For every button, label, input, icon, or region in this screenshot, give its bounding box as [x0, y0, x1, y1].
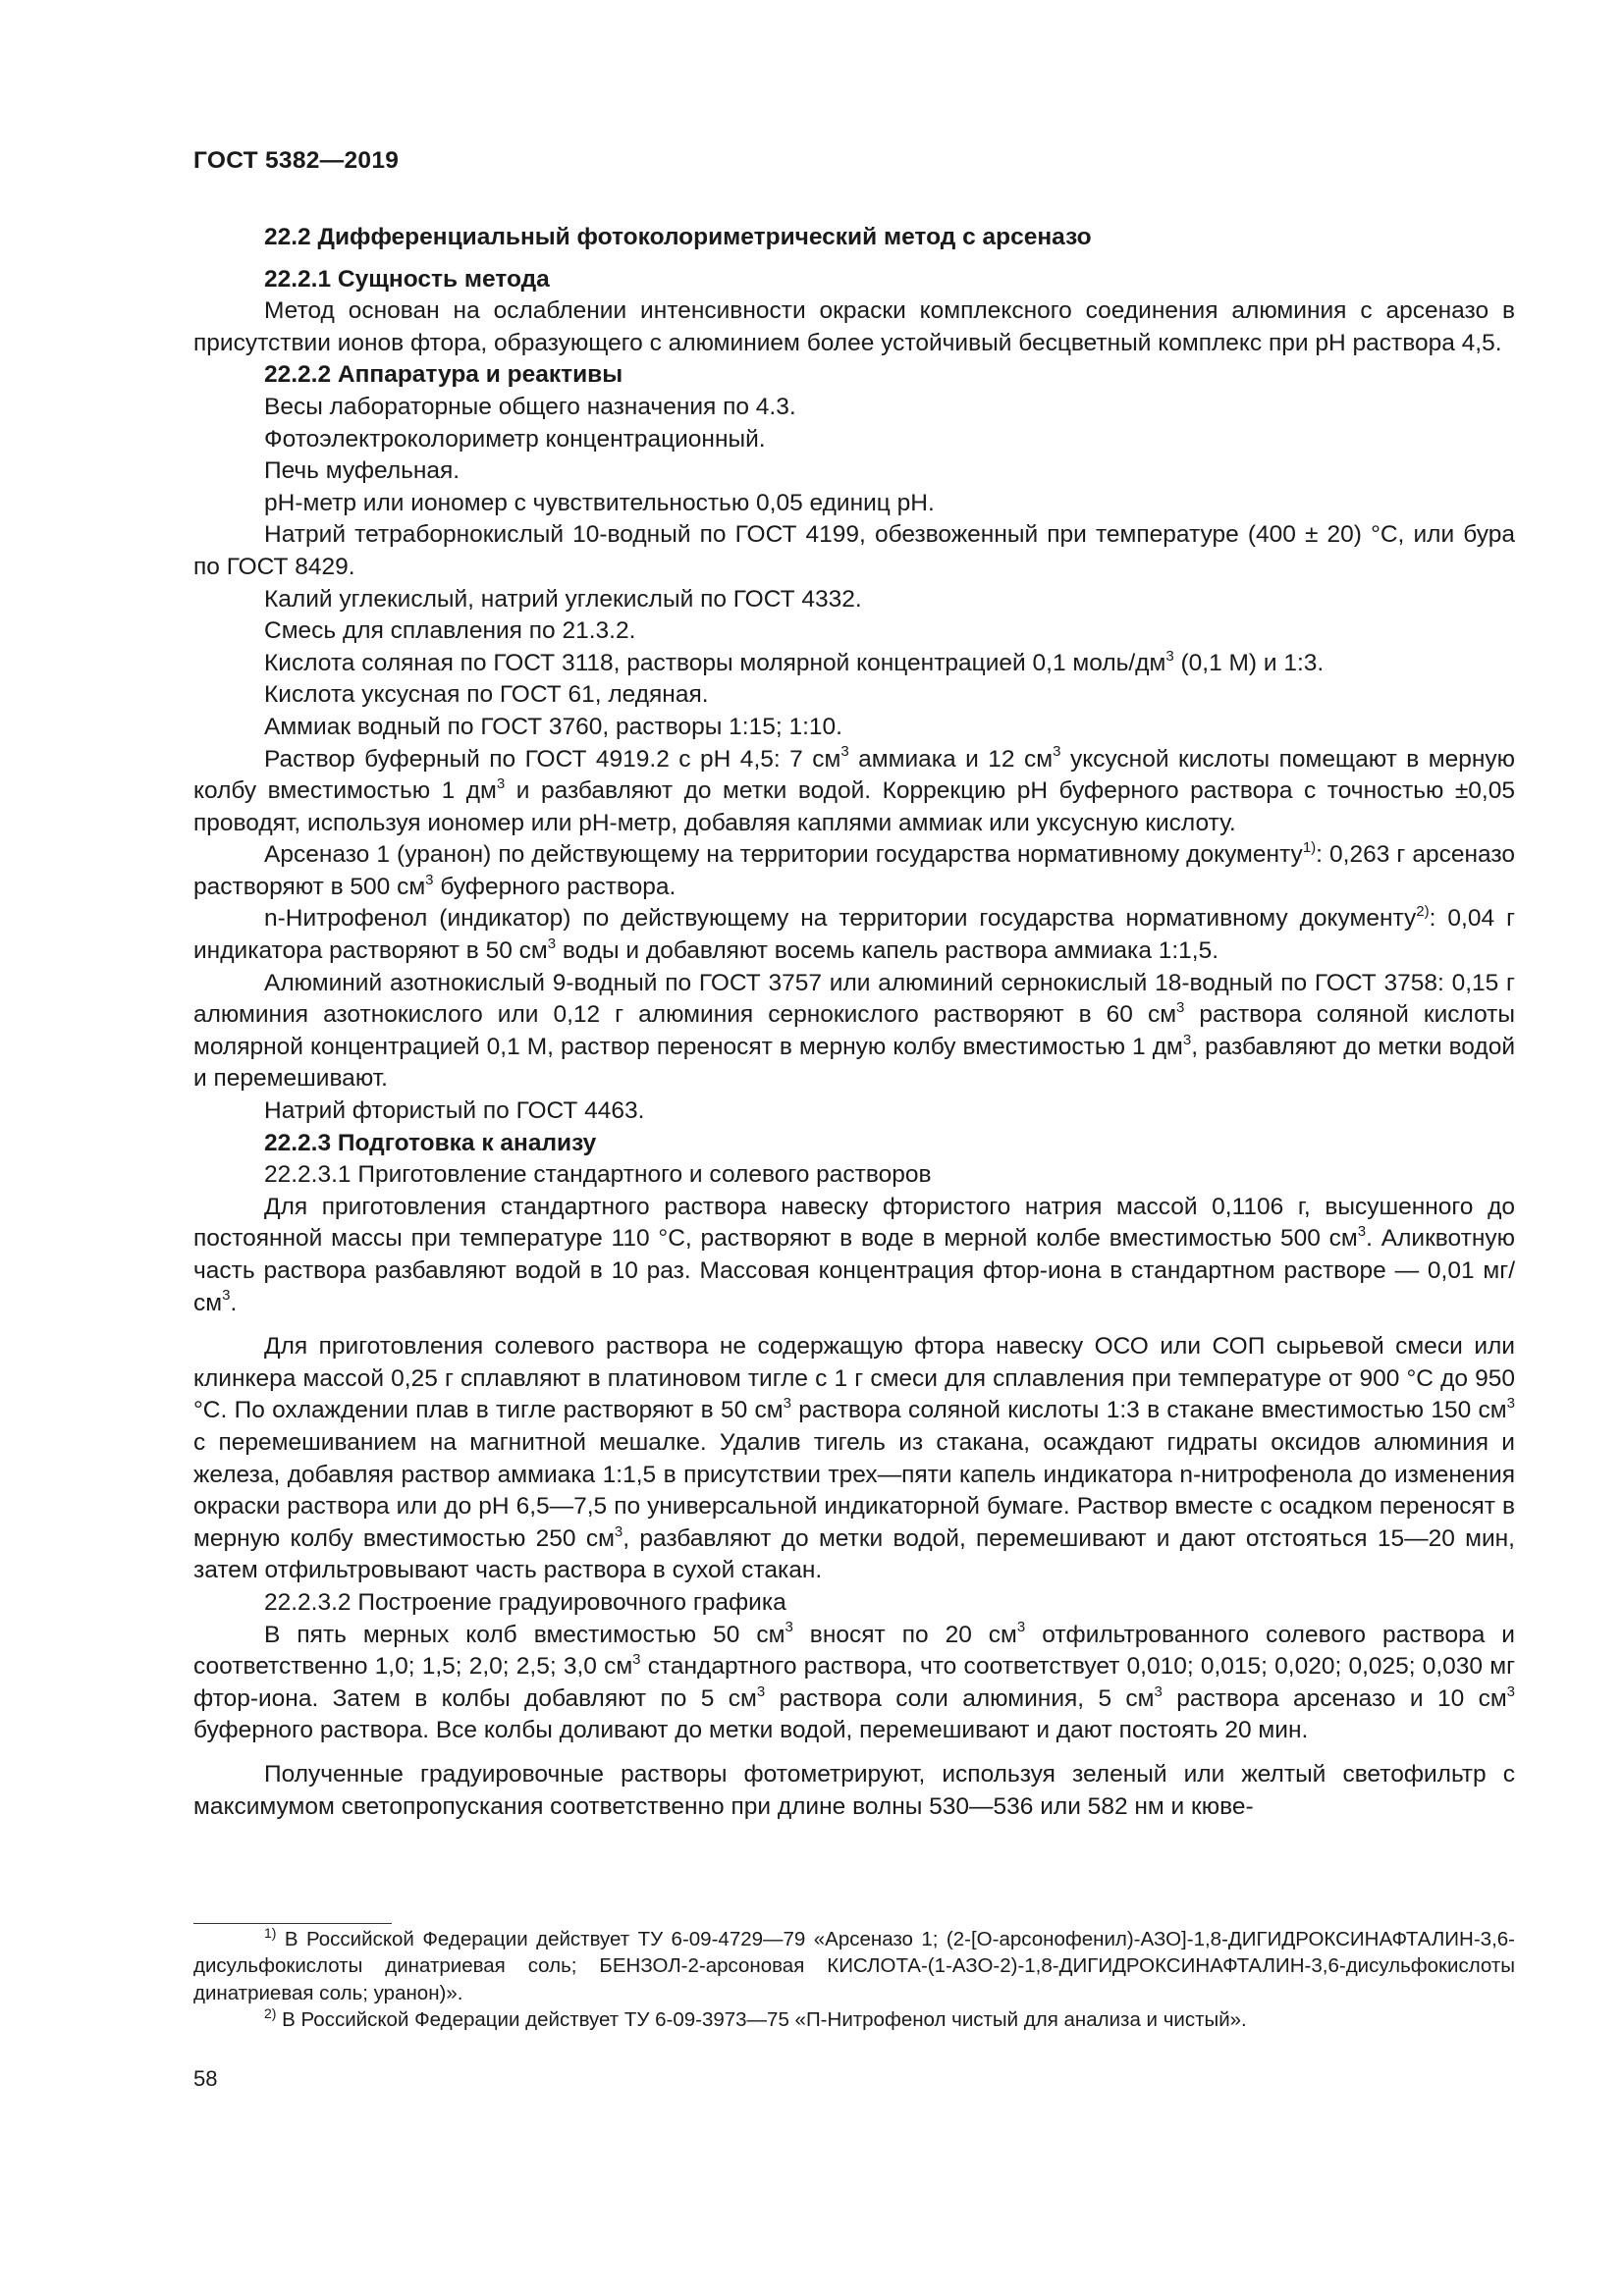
text-span: уксусной кислоты помещают в мерную колбу вместимостью 1 дм — [193, 745, 1516, 805]
text-span: аммиака и 12 см — [848, 745, 1054, 773]
paragraph — [193, 839, 1515, 903]
footnote-mark: 2) — [264, 2005, 277, 2022]
text-span: . Аликвотную часть раствора разбавляют водой в 10 раз. Массовая концентрация фтор-иона в стандартном растворе — 0,01 мг/см — [193, 1225, 1515, 1316]
text-span: раствора соляной кислоты молярной концентрацией 0,1 М, раствор переносят в мерную колбу вместимостью 1 дм — [193, 1001, 1516, 1060]
text-span: раствора соли алюминия, 5 см — [765, 1684, 1155, 1712]
superscript: 3 — [783, 1395, 791, 1413]
text-span: вносят по 20 см — [792, 1621, 1017, 1648]
paragraph — [193, 1331, 1515, 1587]
text-span: стандартного раствора, что соответствует 0,010; 0,015; 0,020; 0,025; 0,030 мг фтор-иона. Затем в колбы добавляют по 5 см — [193, 1653, 1516, 1712]
footnote — [193, 2006, 1515, 2033]
text-span: и разбавляют до метки водой. Коррекцию рН буферного раствора с точностью ±0,05 проводят, используя иономер или рН-метр, добавляя каплями аммиак или уксусную кислоту. — [193, 777, 1515, 836]
text-span: (0,1 М) и 1:3. — [1173, 649, 1325, 676]
superscript: 3 — [1016, 1619, 1026, 1636]
text-span: Кислота соляная по ГОСТ 3118, растворы молярной концентрацией 0,1 моль/дм — [264, 649, 1166, 676]
superscript: 3 — [1182, 1031, 1192, 1048]
text-span: Для приготовления солевого раствора не содержащую фтора навеску ОСО или СОП сырьевой смеси или клинкера массой 0,25 г сплавляют в платиновом тигле с 1 г смеси для сплавления при температуре от 900 °С до 950 °С. По охлаждении плав в тигле растворяют в 50 см — [193, 1333, 1515, 1424]
superscript: 3 — [1165, 647, 1174, 665]
superscript: 3 — [1357, 1223, 1367, 1241]
footnote-ref: 2) — [1416, 903, 1430, 921]
paragraph: Печь муфельная. — [264, 457, 460, 485]
paragraph: Фотоэлектроколориметр концентрационный. — [264, 425, 766, 453]
subsection-title: 22.2.3 Подготовка к анализу — [264, 1129, 597, 1156]
superscript: 3 — [425, 871, 434, 888]
paragraph — [193, 744, 1515, 840]
paragraph — [193, 1192, 1515, 1319]
superscript: 3 — [1176, 999, 1185, 1017]
text-span: : 0,263 г арсеназо растворяют в 500 см — [193, 841, 1515, 900]
paragraph: Весы лабораторные общего назначения по 4.3. — [264, 393, 796, 420]
superscript: 3 — [1506, 1395, 1515, 1413]
text-span: , разбавляют до метки водой и перемешивают. — [193, 1033, 1516, 1093]
superscript: 3 — [785, 1619, 793, 1636]
text-span: . — [230, 1289, 238, 1316]
text-span: буферного раствора. — [433, 873, 677, 900]
footnote-text: В Российской Федерации действует ТУ 6-09-3973—75 «П-Нитрофенол чистый для анализа и чистый». — [276, 2008, 1247, 2032]
subsubsection-title: 22.2.3.2 Построение градуировочного графика — [264, 1588, 786, 1616]
paragraph: Смесь для сплавления по 21.3.2. — [264, 617, 636, 645]
footnote-divider — [193, 1923, 392, 1924]
paragraph — [193, 648, 1515, 680]
superscript: 3 — [1154, 1682, 1163, 1700]
paragraph — [193, 1620, 1515, 1747]
superscript: 3 — [496, 774, 506, 792]
text-span: раствора соляной кислоты 1:3 в стакане вместимостью 150 см — [790, 1397, 1507, 1424]
paragraph: Натрий фтористый по ГОСТ 4463. — [264, 1097, 645, 1125]
subsubsection-title: 22.2.3.1 Приготовление стандартного и солевого растворов — [264, 1161, 932, 1189]
paragraph: Калий углекислый, натрий углекислый по ГОСТ 4332. — [264, 585, 862, 613]
text-span: с перемешиванием на магнитной мешалке. Удалив тигель из стакана, осаждают гидраты оксидов алюминия и железа, добавляя раствор аммиака 1:1,5 в присутствии трех—пяти капель индикатора n-нитрофенола до изменения окраски раствора или до рН 6,5—7,5 по универсальной индикаторной бумаге. Раствор вместе с осадком переносят в мерную колбу вместимостью 250 см — [193, 1428, 1515, 1552]
superscript: 3 — [1053, 743, 1061, 761]
paragraph: Полученные градуировочные растворы фотометрируют, используя зеленый или желтый светофильтр с максимумом светопропускания соответственно при длине волны 530—536 или 582 нм и кюве- — [193, 1760, 1515, 1820]
paragraph: рН-метр или иономер с чувствительностью 0,05 единиц рН. — [264, 489, 935, 516]
paragraph: Натрий тетраборнокислый 10-водный по ГОСТ 4199, обезвоженный при температуре (400 ± 20) °С, или бура по ГОСТ 8429. — [193, 521, 1515, 580]
page-number: 58 — [193, 2066, 218, 2091]
superscript: 3 — [1506, 1682, 1516, 1700]
paragraph: Метод основан на ослаблении интенсивности окраски комплексного соединения алюминия с арсеназо в присутствии ионов фтора, образующего с алюминием более устойчивый бесцветный комплекс при рН раствора 4,5. — [193, 297, 1515, 356]
text-span: Алюминий азотнокислый 9-водный по ГОСТ 3757 или алюминий сернокислый 18-водный по ГОСТ 3758: 0,15 г алюминия азотнокислого или 0,12 г алюминия сернокислого растворяют в 60 см — [193, 969, 1515, 1029]
paragraph: Кислота уксусная по ГОСТ 61, ледяная. — [264, 681, 709, 709]
superscript: 3 — [632, 1650, 641, 1668]
footnote-text: В Российской Федерации действует ТУ 6-09-4729—79 «Арсеназо 1; (2-[О-арсонофенил)-АЗО]-1,8-ДИГИДРОКСИНАФТАЛИН-3,6-дисульфокислоты динатриевая соль; БЕНЗОЛ-2-арсоновая КИСЛОТА-(1-АЗО-2)-1,8-ДИГИДРОКСИНАФТАЛИН-3,6-дисульфокислоты динатриевая соль; уранон)». — [193, 1928, 1515, 2004]
superscript: 3 — [614, 1522, 623, 1540]
text-span: Арсеназо 1 (уранон) по действующему на территории государства нормативному документу — [264, 841, 1303, 869]
subsection-title: 22.2.2 Аппаратура и реактивы — [264, 361, 623, 389]
superscript: 3 — [840, 743, 849, 761]
superscript: 3 — [222, 1287, 231, 1305]
text-span: раствора арсеназо и 10 см — [1162, 1684, 1507, 1712]
text-span: , разбавляют до метки водой, перемешивают и дают отстояться 15—20 мин, затем отфильтровывают часть раствора в сухой стакан. — [193, 1524, 1515, 1584]
paragraph: Аммиак водный по ГОСТ 3760, растворы 1:15; 1:10. — [264, 713, 842, 740]
superscript: 3 — [756, 1682, 766, 1700]
text-span: отфильтрованного солевого раствора и соответственно 1,0; 1,5; 2,0; 2,5; 3,0 см — [193, 1621, 1515, 1681]
text-span: воды и добавляют восемь капель раствора аммиака 1:1,5. — [556, 937, 1219, 965]
section-title: 22.2 Дифференциальный фотоколориметрический метод с арсеназо — [264, 224, 1092, 250]
text-span: n-Нитрофенол (индикатор) по действующему на территории государства нормативному документу — [264, 905, 1417, 933]
footnote-mark: 1) — [264, 1925, 277, 1942]
footnote-ref: 1) — [1302, 839, 1317, 857]
text-span: Для приготовления стандартного раствора навеску фтористого натрия массой 0,1106 г, высушенного до постоянной массы при температуре 110 °С, растворяют в воде в мерной колбе вместимостью 500 см — [193, 1193, 1515, 1253]
paragraph — [193, 903, 1515, 967]
subsection-title: 22.2.1 Сущность метода — [264, 265, 550, 293]
paragraph — [193, 968, 1515, 1095]
text-span: : 0,04 г индикатора растворяют в 50 см — [193, 905, 1516, 965]
document-code-header: ГОСТ 5382—2019 — [193, 147, 400, 174]
text-span: буферного раствора. Все колбы доливают до метки водой, перемешивают и дают постоять 20 мин. — [193, 1717, 1309, 1744]
document-body — [193, 222, 1515, 1823]
text-span: Раствор буферный по ГОСТ 4919.2 с рН 4,5: 7 см — [264, 745, 841, 773]
text-span: В пять мерных колб вместимостью 50 см — [264, 1621, 785, 1648]
footnote — [193, 1926, 1515, 2006]
footnotes — [193, 1926, 1515, 2034]
superscript: 3 — [547, 934, 557, 952]
